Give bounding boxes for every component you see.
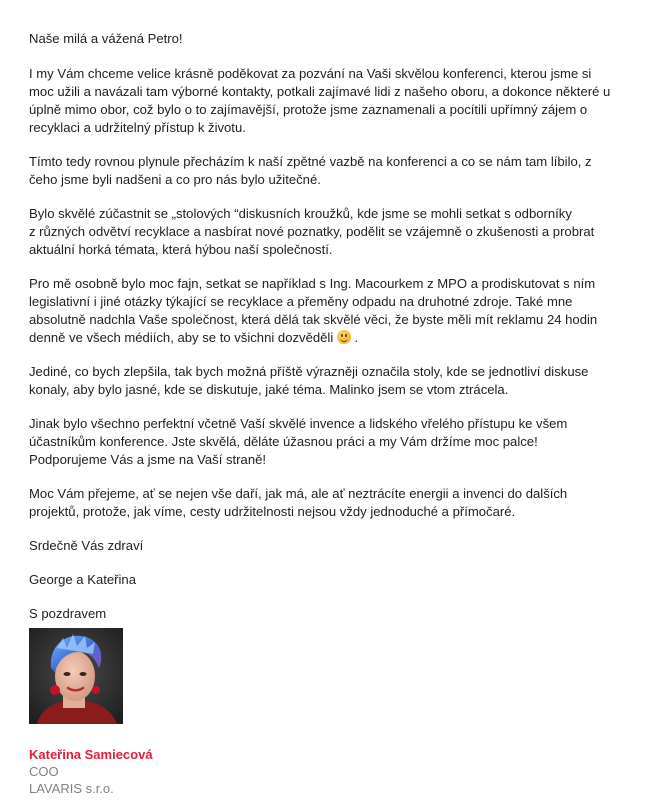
paragraph-line: z různých odvětví recyklace a nasbírat nové poznatky, podělit se vzájemně o zkušenosti a probrat aktuální horká témata, která hýbou naší společností. (29, 224, 595, 257)
paragraph-text: Pro mě osobně bylo moc fajn, setkat se například s Ing. Macourkem z MPO a prodiskutovat s ním legislativní i jiné otázky týkající se recyklace a přeměny odpadu na druhotné zdroje. Také mne absolutně nadchla Vaše společnost, která dělá tak skvělé věci, že byste měli mít reklamu 24 hodin denně ve všech médiích, aby se to všichni dozvěděli (29, 276, 598, 345)
smiling-face-icon (337, 330, 351, 344)
paragraph-discussion-circles (29, 205, 619, 259)
greeting: Naše milá a vážená Petro! (29, 31, 183, 46)
paragraph-end: . (350, 330, 359, 345)
paragraph-thanks: I my Vám chceme velice krásně poděkovat za pozvání na Vaši skvělou konferenci, kterou jsme si moc užili a navázali tam výborné kontakty, potkali zajímavé lidi z našeho oboru, a dokonce některé u úplně mimo obor, což bylo o to zajímavější, protože jsme zaznamenali a pocítili upřímný zájem o recyklaci a udržitelný přístup k životu. (29, 66, 611, 135)
closing-regards: S pozdravem (29, 606, 107, 621)
email-body (29, 30, 619, 639)
paragraph-wishes: Moc Vám přejeme, ať se nejen vše daří, jak má, ale ať neztrácíte energii a invenci do dalších projektů, protože, jak víme, cesty udržitelnosti nejsou vždy jednoduché a přímočaré. (29, 486, 568, 519)
portrait-photo (29, 628, 123, 724)
paragraph-improvement: Jediné, co bych zlepšila, tak bych možná příště výrazněji označila stoly, kde se jednotliví diskuse konaly, aby bylo jasné, kde se diskutuje, jaké téma. Malinko jsem se vtom ztrácela. (29, 364, 589, 397)
closing-greeting: Srdečně Vás zdraví (29, 538, 144, 553)
signature-title: COO (29, 764, 59, 779)
signature-name: Kateřina Samiecová (29, 747, 153, 762)
closing-names: George a Kateřina (29, 572, 137, 587)
paragraph-feedback-intro: Tímto tedy rovnou plynule přecházím k naší zpětné vazbě na konferenci a co se nám tam líbilo, z čeho jsme byli nadšeni a co pro nás bylo užitečné. (29, 154, 592, 187)
paragraph-personal (29, 275, 619, 347)
signature-company: LAVARIS s.r.o. (29, 781, 114, 796)
email-signature (29, 746, 153, 797)
portrait-photo-svg (29, 628, 123, 724)
paragraph-praise: Jinak bylo všechno perfektní včetně Vaší skvělé invence a lidského vřelého přístupu ke všem účastníkům konference. Jste skvělá, děláte úžasnou práci a my Vám držíme moc palce! Podporujeme Vás a jsme na Vaší straně! (29, 416, 568, 467)
paragraph-line: Bylo skvělé zúčastnit se „stolových “diskusních kroužků, kde jsme se mohli setkat s odborníky (29, 206, 572, 221)
